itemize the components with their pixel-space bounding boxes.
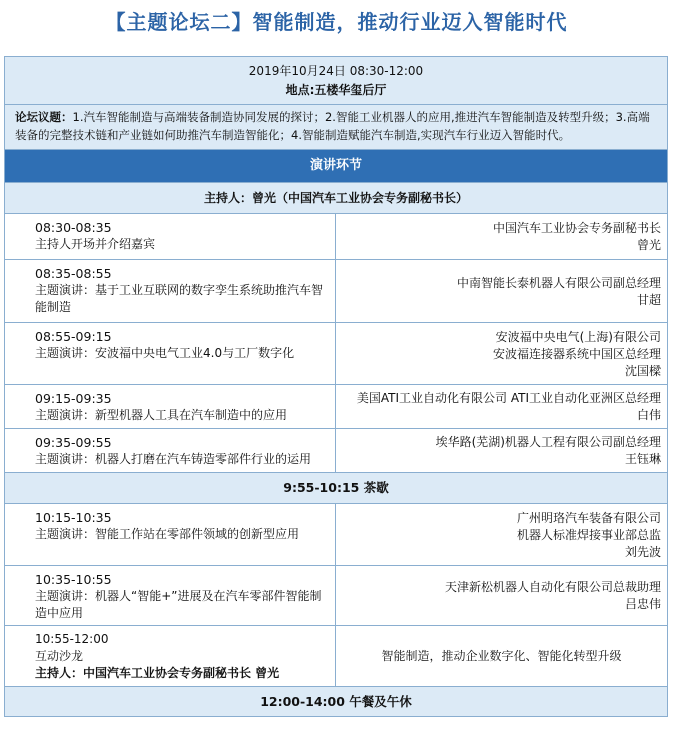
forum-location: 地点:五楼华玺后厅 xyxy=(285,83,387,97)
session-time: 09:35-09:55 xyxy=(35,435,112,450)
speaker-info xyxy=(336,566,667,625)
salon-theme: 智能制造，推动企业数字化、智能化转型升级 xyxy=(381,649,622,663)
session-time: 09:15-09:35 xyxy=(35,391,112,406)
salon-time: 10:55-12:00 xyxy=(35,632,109,646)
topics-label: 论坛议题： xyxy=(15,110,73,124)
salon-host: 主持人：中国汽车工业协会专务副秘书长 曾光 xyxy=(35,666,280,680)
host-line: 主持人：曾光（中国汽车工业协会专务副秘书长） xyxy=(5,183,667,214)
forum-header xyxy=(5,57,667,105)
session-title: 主题演讲：智能工作站在零部件领域的创新型应用 xyxy=(35,527,300,541)
speaker-info xyxy=(336,504,667,565)
session-title: 主持人开场并介绍嘉宾 xyxy=(35,237,156,251)
speaker-name: 王钰琳 xyxy=(624,452,661,466)
speaker-info xyxy=(336,323,667,384)
session-title: 主题演讲：安波福中央电气工业4.0与工厂数字化 xyxy=(35,346,295,360)
session-row xyxy=(5,429,667,473)
session-time: 08:55-09:15 xyxy=(35,329,112,344)
session-left xyxy=(5,385,336,428)
tea-break: 9:55-10:15 茶歇 xyxy=(5,473,667,504)
speaker-affiliation: 机器人标准焊接事业部总监 xyxy=(516,527,661,542)
session-row xyxy=(5,260,667,323)
session-title: 主题演讲：机器人打磨在汽车铸造零部件行业的运用 xyxy=(35,452,312,466)
salon-title: 互动沙龙 xyxy=(35,649,84,663)
forum-datetime: 2019年10月24日 08:30-12:00 xyxy=(248,64,424,78)
session-left xyxy=(5,323,336,384)
session-time: 10:15-10:35 xyxy=(35,510,112,525)
speaker-name: 白伟 xyxy=(636,408,661,422)
session-row xyxy=(5,385,667,429)
session-title: 主题演讲：机器人“智能+”进展及在汽车零部件智能制造中应用 xyxy=(35,589,322,620)
session-title: 主题演讲：新型机器人工具在汽车制造中的应用 xyxy=(35,408,288,422)
session-row xyxy=(5,566,667,626)
speaker-info xyxy=(336,214,667,259)
lunch-break: 12:00-14:00 午餐及午休 xyxy=(5,687,667,716)
session-left xyxy=(5,504,336,565)
speaker-affiliation: 安波福中央电气(上海)有限公司 xyxy=(495,329,661,344)
session-time: 10:35-10:55 xyxy=(35,572,112,587)
page-title: 【主题论坛二】智能制造，推动行业迈入智能时代 xyxy=(105,10,568,34)
session-left xyxy=(5,214,336,259)
session-left xyxy=(5,566,336,625)
speaker-affiliation: 天津新松机器人自动化有限公司总裁助理 xyxy=(444,580,661,594)
topics-text: 1.汽车智能制造与高端装备制造协同发展的探讨；2.智能工业机器人的应用,推进汽车智能制造及转型升级；3.高端装备的完整技术链和产业链如何助推汽车制造智能化；4.智能制造赋能汽车制造,实现汽车行业迈入智能时代。 xyxy=(15,110,650,142)
speaker-name: 曾光 xyxy=(636,238,661,252)
agenda-table xyxy=(4,56,668,717)
speaker-affiliation: 广州明珞汽车装备有限公司 xyxy=(516,510,661,525)
speaker-affiliation: 安波福连接器系统中国区总经理 xyxy=(492,346,661,361)
speaker-info xyxy=(336,429,667,472)
speaker-name: 甘超 xyxy=(636,292,661,307)
session-rows-1 xyxy=(5,214,667,473)
session-row xyxy=(5,323,667,385)
session-row xyxy=(5,214,667,260)
session-rows-2 xyxy=(5,504,667,626)
section-band: 演讲环节 xyxy=(5,150,667,183)
speaker-info xyxy=(336,260,667,322)
speaker-info xyxy=(336,385,667,428)
session-time: 08:30-08:35 xyxy=(35,220,112,235)
speaker-affiliation: 埃华路(芜湖)机器人工程有限公司副总经理 xyxy=(435,435,661,449)
speaker-name: 沈国樑 xyxy=(624,363,661,378)
session-left xyxy=(5,429,336,472)
speaker-name: 刘先波 xyxy=(624,544,661,559)
salon-right xyxy=(336,626,667,686)
session-title: 主题演讲：基于工业互联网的数字孪生系统助推汽车智能制造 xyxy=(35,283,324,314)
session-left xyxy=(5,260,336,322)
speaker-name: 吕忠伟 xyxy=(624,597,661,611)
salon-left xyxy=(5,626,336,686)
forum-topics xyxy=(5,105,667,150)
session-row xyxy=(5,504,667,566)
speaker-affiliation: 中南智能长泰机器人有限公司副总经理 xyxy=(456,275,661,290)
salon-row xyxy=(5,626,667,687)
session-time: 08:35-08:55 xyxy=(35,266,112,281)
speaker-affiliation: 美国ATI工业自动化有限公司 ATI工业自动化亚洲区总经理 xyxy=(356,391,661,405)
speaker-affiliation: 中国汽车工业协会专务副秘书长 xyxy=(492,221,661,235)
